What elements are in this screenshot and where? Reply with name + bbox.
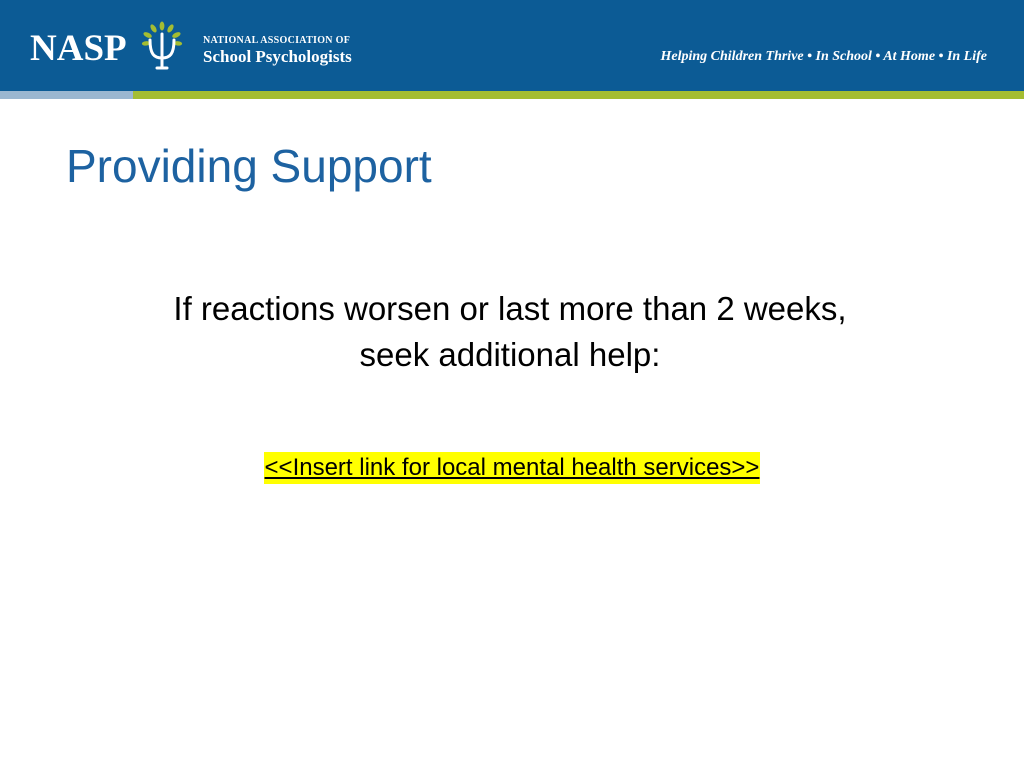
body-line-1: If reactions worsen or last more than 2 weeks,: [173, 290, 847, 327]
accent-bar: [0, 91, 1024, 99]
link-container: [0, 452, 1024, 484]
header-tagline: Helping Children Thrive • In School • At Home • In Life: [660, 49, 987, 64]
slide-body-text: [60, 286, 960, 378]
nasp-logo-text: NASP: [30, 28, 127, 69]
accent-bar-blue-segment: [0, 91, 133, 99]
mental-health-services-link[interactable]: <<Insert link for local mental health services>>: [264, 452, 761, 484]
org-name-line2: School Psychologists: [203, 47, 352, 66]
psi-tree-icon: [136, 20, 188, 72]
body-line-2: seek additional help:: [359, 336, 661, 373]
accent-bar-green-segment: [133, 91, 1024, 99]
org-name-line1: NATIONAL ASSOCIATION OF: [203, 35, 351, 46]
header-banner: [0, 0, 1024, 91]
slide-title: Providing Support: [66, 140, 432, 192]
